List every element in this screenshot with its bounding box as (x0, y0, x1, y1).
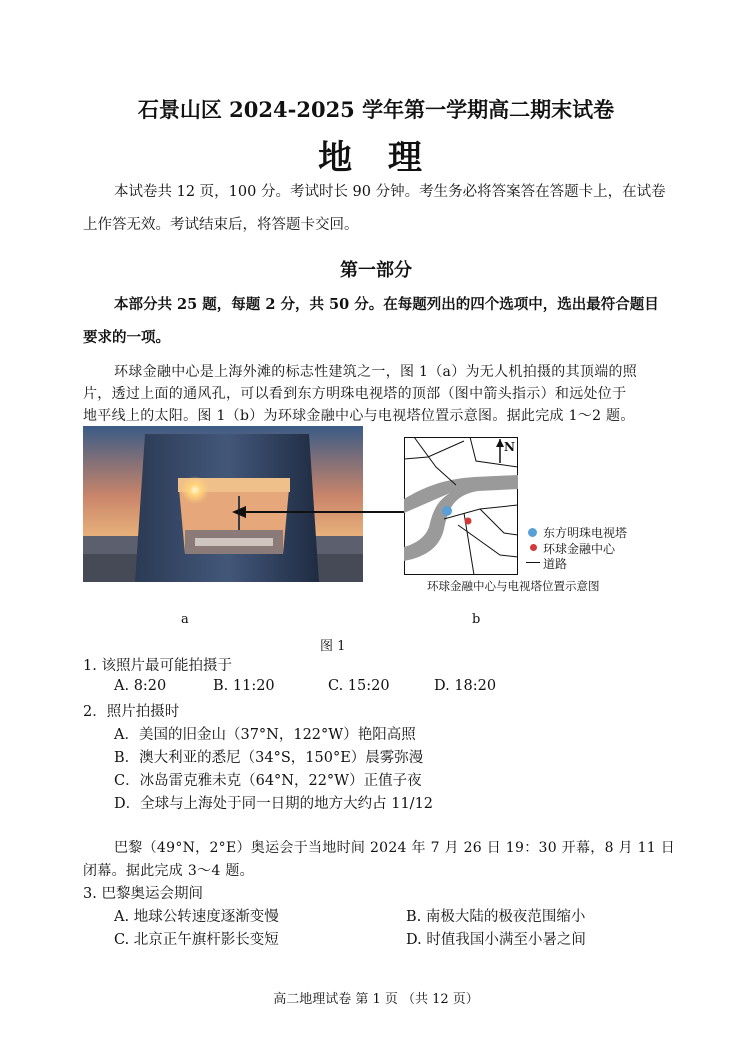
legend-road-label: 道路 (543, 557, 568, 571)
figure-1b-map (404, 437, 518, 575)
passage1-line-2: 片，透过上面的通风孔，可以看到东方明珠电视塔的顶部（图中箭头指示）和远处位于 (83, 386, 627, 402)
q3-option-a: A. 地球公转速度逐渐变慢 (114, 909, 279, 925)
q2-stem: 2．照片拍摄时 (83, 704, 180, 720)
passage1-line-3: 地平线上的太阳。图 1（b）为环球金融中心与电视塔位置示意图。据此完成 1～2 题。 (83, 408, 635, 424)
intro-line-1: 本试卷共 12 页，100 分。考试时长 90 分钟。考生务必将答案答在答题卡上，在试卷 (114, 184, 666, 200)
part-instruction-line-1: 本部分共 25 题，每题 2 分，共 50 分。在每题列出的四个选项中，选出最符合题目 (114, 296, 659, 313)
exam-title: 石景山区 2024-2025 学年第一学期高二期末试卷 (137, 97, 615, 122)
intro-line-2: 上作答无效。考试结束后，将答题卡交回。 (83, 217, 359, 233)
legend-tower-icon (528, 528, 537, 537)
q1-option-b: B. 11:20 (213, 678, 275, 694)
q2-option-b: B．澳大利亚的悉尼（34°S，150°E）晨雾弥漫 (114, 750, 424, 766)
q2-option-c: C．冰岛雷克雅未克（64°N，22°W）正值子夜 (114, 773, 422, 789)
part-title: 第一部分 (340, 260, 412, 281)
q3-stem: 3. 巴黎奥运会期间 (83, 886, 203, 902)
q2-option-d: D．全球与上海处于同一日期的地方大约占 11/12 (114, 796, 434, 812)
part-instruction-line-2: 要求的一项。 (83, 329, 170, 346)
q2-option-a: A．美国的旧金山（37°N，122°W）艳阳高照 (114, 727, 416, 743)
figure-caption: 图 1 (320, 639, 346, 654)
q3-option-c: C. 北京正午旗杆影长变短 (114, 932, 279, 948)
map-caption: 环球金融中心与电视塔位置示意图 (427, 579, 600, 593)
subject-title: 地 理 (318, 138, 434, 178)
page-footer: 高二地理试卷 第 1 页 （共 12 页） (273, 992, 479, 1007)
q1-option-c: C. 15:20 (328, 678, 390, 694)
q1-option-d: D. 18:20 (434, 678, 497, 694)
q1-option-a: A. 8:20 (114, 678, 167, 694)
legend-road-line (526, 562, 540, 563)
passage2-line-1: 巴黎（49°N，2°E）奥运会于当地时间 2024 年 7 月 26 日 19：30 开幕，8 月 11 日 (114, 840, 676, 856)
map-north-label: N (504, 440, 515, 454)
figure-label-a: a (181, 612, 189, 627)
legend-center-label: 环球金融中心 (543, 542, 616, 556)
q1-stem: 1. 该照片最可能拍摄于 (83, 658, 232, 674)
legend-tower-label: 东方明珠电视塔 (543, 526, 628, 540)
figure-label-b: b (472, 612, 481, 627)
q3-option-d: D. 时值我国小满至小暑之间 (406, 932, 586, 948)
passage1-line-1: 环球金融中心是上海外滩的标志性建筑之一，图 1（a）为无人机拍摄的其顶端的照 (114, 364, 638, 380)
q3-option-b: B. 南极大陆的极夜范围缩小 (406, 909, 586, 925)
passage2-line-2: 闭幕。据此完成 3～4 题。 (83, 863, 254, 879)
legend-center-icon (530, 544, 537, 551)
